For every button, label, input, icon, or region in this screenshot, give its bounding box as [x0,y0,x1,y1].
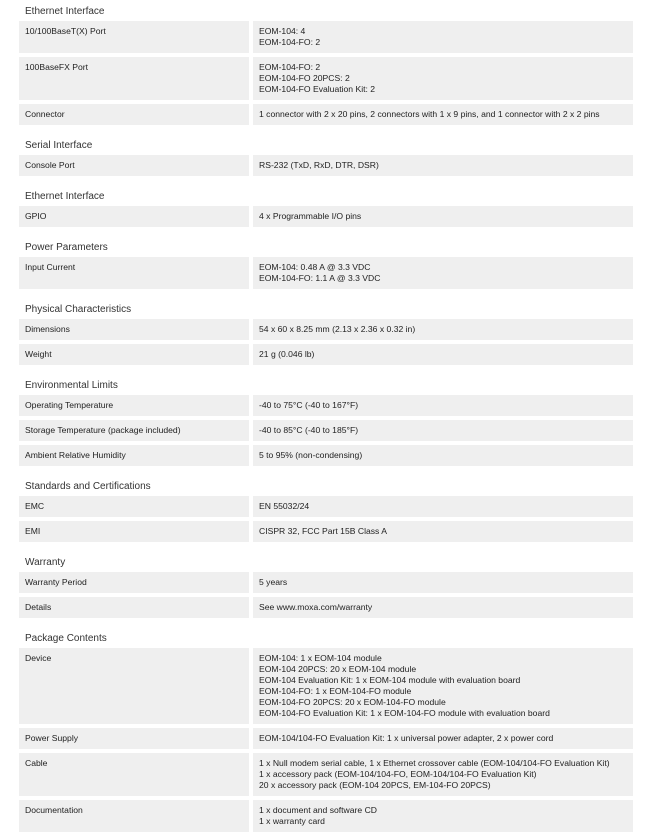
spec-label: 10/100BaseT(X) Port [19,21,249,53]
spec-label: Warranty Period [19,572,249,593]
spec-value-line: 5 to 95% (non-condensing) [259,450,363,460]
spec-value [253,496,633,517]
spec-value-line: EOM-104/104-FO Evaluation Kit: 1 x universal power adapter, 2 x power cord [259,733,554,743]
spec-value-line: 1 connector with 2 x 20 pins, 2 connectors with 1 x 9 pins, and 1 connector with 2 x 2 pins [259,109,600,119]
spec-row [19,445,633,466]
spec-value [253,597,633,618]
spec-value-line: EOM-104-FO 20PCS: 20 x EOM-104-FO module [259,697,446,707]
spec-label: 100BaseFX Port [19,57,249,100]
spec-value [253,155,633,176]
spec-row [19,155,633,176]
spec-label: Dimensions [19,319,249,340]
spec-value [253,395,633,416]
spec-row [19,521,633,542]
section-title: Serial Interface [25,140,93,151]
spec-label: Device [19,648,249,724]
spec-value [253,572,633,593]
spec-value-line: EOM-104-FO: 2 [259,62,321,72]
spec-label: Console Port [19,155,249,176]
spec-value [253,344,633,365]
spec-value [253,800,633,832]
spec-value-line: 1 x document and software CD [259,805,377,815]
spec-row [19,728,633,749]
spec-row [19,753,633,796]
spec-value-line: EOM-104: 0.48 A @ 3.3 VDC [259,262,371,272]
spec-value-line: EOM-104-FO 20PCS: 2 [259,73,350,83]
spec-value [253,319,633,340]
spec-row [19,800,633,832]
spec-value-line: 1 x accessory pack (EOM-104/104-FO, EOM-104/104-FO Evaluation Kit) [259,769,537,779]
spec-value-line: EOM-104: 4 [259,26,306,36]
spec-value-line: RS-232 (TxD, RxD, DTR, DSR) [259,160,379,170]
spec-value [253,648,633,724]
spec-row [19,496,633,517]
spec-label: Documentation [19,800,249,832]
spec-value-line: EOM-104-FO: 1 x EOM-104-FO module [259,686,412,696]
specifications-table [19,0,633,836]
spec-label: Operating Temperature [19,395,249,416]
section-title: Physical Characteristics [25,304,132,315]
spec-label: GPIO [19,206,249,227]
section-title: Ethernet Interface [25,191,105,202]
spec-value [253,445,633,466]
spec-value-line: EOM-104-FO: 2 [259,37,321,47]
spec-value-line: EOM-104-FO Evaluation Kit: 2 [259,84,376,94]
spec-value [253,206,633,227]
spec-value [253,420,633,441]
section-title: Ethernet Interface [25,6,105,17]
spec-row [19,420,633,441]
spec-row [19,344,633,365]
spec-row [19,206,633,227]
spec-value-line: -40 to 85°C (-40 to 185°F) [259,425,359,435]
spec-label: Cable [19,753,249,796]
spec-label: Weight [19,344,249,365]
spec-value-line: EOM-104-FO: 1.1 A @ 3.3 VDC [259,273,381,283]
spec-value-line: 54 x 60 x 8.25 mm (2.13 x 2.36 x 0.32 in) [259,324,416,334]
spec-value-line: -40 to 75°C (-40 to 167°F) [259,400,359,410]
spec-label: EMC [19,496,249,517]
section-title: Warranty [25,557,66,568]
spec-value [253,104,633,125]
spec-value-line: CISPR 32, FCC Part 15B Class A [259,526,387,536]
spec-label: Power Supply [19,728,249,749]
spec-value-line: EOM-104-FO Evaluation Kit: 1 x EOM-104-FO module with evaluation board [259,708,550,718]
spec-value [253,753,633,796]
spec-row [19,395,633,416]
spec-row [19,648,633,724]
section-title: Standards and Certifications [25,481,151,492]
spec-row [19,257,633,289]
spec-value [253,728,633,749]
spec-row [19,319,633,340]
spec-row [19,104,633,125]
spec-label: Storage Temperature (package included) [19,420,249,441]
section-title: Power Parameters [25,242,108,253]
spec-row [19,597,633,618]
spec-value-line: 20 x accessory pack (EOM-104 20PCS, EM-104-FO 20PCS) [259,780,491,790]
spec-label: Ambient Relative Humidity [19,445,249,466]
spec-label: Input Current [19,257,249,289]
spec-value-line: 21 g (0.046 lb) [259,349,315,359]
spec-row [19,21,633,53]
spec-label: Connector [19,104,249,125]
spec-value-line: EOM-104 Evaluation Kit: 1 x EOM-104 module with evaluation board [259,675,521,685]
spec-value-line: 4 x Programmable I/O pins [259,211,362,221]
spec-value-line: EN 55032/24 [259,501,310,511]
section-title: Package Contents [25,633,107,644]
spec-value-line: See www.moxa.com/warranty [259,602,373,612]
spec-row [19,572,633,593]
spec-value [253,521,633,542]
spec-value [253,57,633,100]
spec-value [253,257,633,289]
spec-value-line: EOM-104: 1 x EOM-104 module [259,653,382,663]
section-title: Environmental Limits [25,380,118,391]
spec-label: Details [19,597,249,618]
spec-value-line: EOM-104 20PCS: 20 x EOM-104 module [259,664,417,674]
spec-value-line: 5 years [259,577,288,587]
spec-label: EMI [19,521,249,542]
spec-value [253,21,633,53]
spec-value-line: 1 x Null modem serial cable, 1 x Ethernet crossover cable (EOM-104/104-FO Evaluation Kit) [259,758,610,768]
spec-value-line: 1 x warranty card [259,816,325,826]
spec-row [19,57,633,100]
